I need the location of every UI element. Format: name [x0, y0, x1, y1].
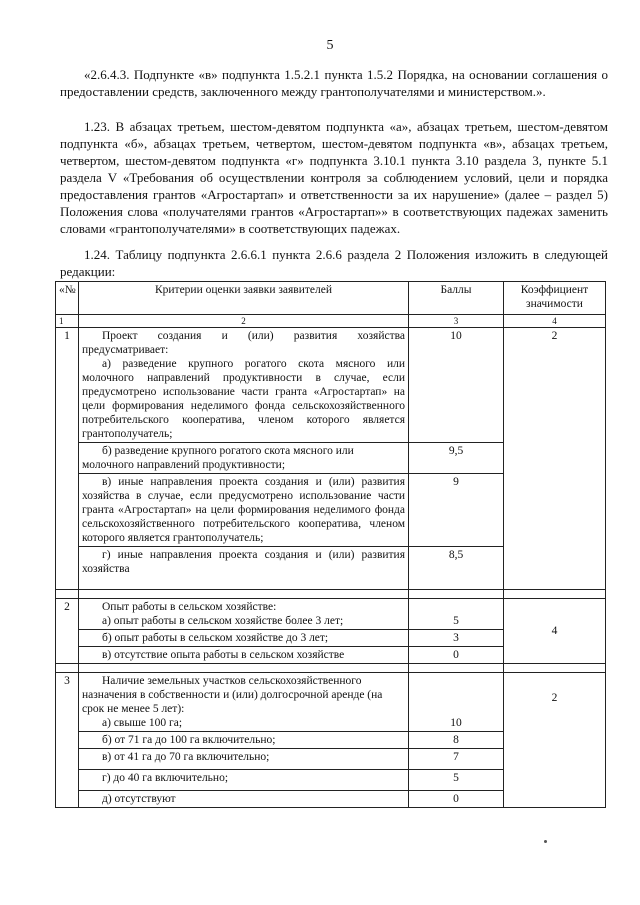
points-cell: 3 — [409, 630, 504, 647]
coef-cell: 4 — [504, 599, 606, 664]
column-index-row — [56, 315, 606, 328]
header-criteria: Критерии оценки заявки заявителей — [79, 282, 409, 315]
criterion-option: в) от 41 га до 70 га включительно; — [79, 749, 409, 770]
criterion-cell — [79, 673, 409, 732]
header-points: Баллы — [409, 282, 504, 315]
coef-cell: 2 — [504, 328, 606, 590]
spacer-row — [56, 590, 606, 599]
paragraph-2-6-4-3: «2.6.4.3. Подпункте «в» подпункта 1.5.2.1 пункта 1.5.2 Порядка, на основании соглашения о предоставлении средств, заключенного между грантополучателями и министерством.». — [60, 67, 608, 99]
criterion-option: б) от 71 га до 100 га включительно; — [79, 732, 409, 749]
page-number: 5 — [326, 38, 334, 53]
table-header-row — [56, 282, 606, 315]
header-num: «№ — [56, 282, 79, 315]
table-row — [56, 673, 606, 732]
criterion-cell — [79, 599, 409, 630]
group-number: 3 — [56, 673, 79, 808]
scan-speck — [544, 840, 547, 843]
index-2: 2 — [79, 315, 409, 328]
points-cell: 9,5 — [409, 443, 504, 474]
index-4: 4 — [504, 315, 606, 328]
criterion-option: а) опыт работы в сельском хозяйстве более 3 лет; — [102, 615, 344, 627]
criterion-option: д) отсутствуют — [79, 791, 409, 808]
criterion-option: а) свыше 100 га; — [102, 717, 183, 729]
points-cell: 5 — [409, 770, 504, 791]
table-row — [56, 599, 606, 630]
criterion-option: в) иные направления проекта создания и (или) развития хозяйства в случае, если предусмотрено использование части гранта «Агростартап» на цели формирования неделимого фонда сельскохозяйственного потребительского кооператива, членом которого является грантополучатель; — [79, 474, 409, 547]
header-coef: Коэффициент значимости — [504, 282, 606, 315]
points-cell: 8,5 — [409, 547, 504, 590]
criterion-cell — [79, 328, 409, 443]
points-cell: 7 — [409, 749, 504, 770]
group-number: 2 — [56, 599, 79, 664]
criterion-option: б) опыт работы в сельском хозяйстве до 3 лет; — [79, 630, 409, 647]
points-cell: 10 — [409, 673, 504, 732]
index-3: 3 — [409, 315, 504, 328]
paragraph-1-24: 1.24. Таблицу подпункта 2.6.6.1 пункта 2.6.6 раздела 2 Положения изложить в следующей редакции: — [60, 247, 608, 279]
criterion-option: в) отсутствие опыта работы в сельском хозяйстве — [79, 647, 409, 664]
criterion-title: Проект создания и (или) развития хозяйства предусматривает: — [82, 330, 405, 356]
points-cell: 0 — [409, 791, 504, 808]
points-cell: 10 — [409, 328, 504, 443]
criterion-option: а) разведение крупного рогатого скота мясного или молочного направлений продуктивности в случае, если предусмотрено использование части гранта «Агростартап» на цели формирования неделимого фонда сельскохозяйственного потребительского кооператива, членом которого является грантополучатель; — [82, 358, 405, 440]
table-row — [56, 328, 606, 443]
criterion-title: Опыт работы в сельском хозяйстве: — [102, 601, 277, 613]
points-cell: 0 — [409, 647, 504, 664]
points-cell: 5 — [409, 599, 504, 630]
group-number: 1 — [56, 328, 79, 590]
criterion-option: г) иные направления проекта создания и (или) развития хозяйства — [79, 547, 409, 590]
coef-cell: 2 — [504, 673, 606, 808]
criterion-option: г) до 40 га включительно; — [79, 770, 409, 791]
index-1: 1 — [56, 315, 79, 328]
criteria-table — [55, 281, 606, 808]
paragraph-1-23: 1.23. В абзацах третьем, шестом-девятом подпункта «а», абзацах третьем, шестом-девятом подпункта «б», абзацах третьем, четвертом, шестом-девятом подпункта «в», абзацах третьем, четвертом, шестом-девятом подпункта «г» подпункта 3.10.1 пункта 3.10 раздела 3, пункте 5.1 раздела V «Требования об осуществлении контроля за соблюдением условий, цели и порядка предоставления грантов «Агростартап» и ответственности за их нарушение» (далее – раздел 5) Положения слова «получателями грантов «Агростартап»» в соответствующих падежах заменить словами «грантополучателями» в соответствующих падежах. — [60, 119, 608, 236]
spacer-row — [56, 664, 606, 673]
points-cell: 9 — [409, 474, 504, 547]
criterion-option: б) разведение крупного рогатого скота мясного или молочного направлений продуктивности; — [79, 443, 409, 474]
points-cell: 8 — [409, 732, 504, 749]
criterion-title: Наличие земельных участков сельскохозяйственного назначения в собственности и (или) долгосрочной аренде (на срок не менее 5 лет): — [82, 675, 383, 715]
